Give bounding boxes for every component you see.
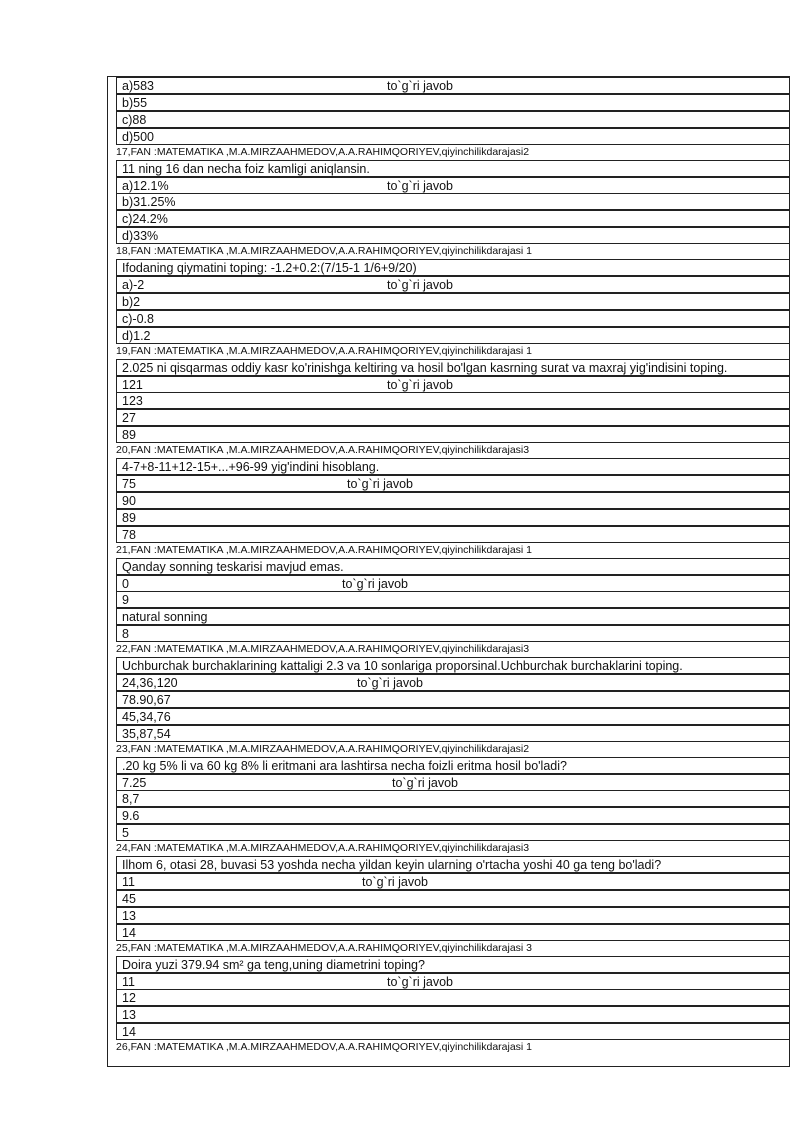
option-row — [116, 1023, 790, 1040]
question-header-text: 22,FAN :MATEMATIKA ,M.A.MIRZAAHMEDOV,A.A.RAHIMQORIYEV,qiyinchilikdarajasi3 — [116, 643, 530, 656]
question-text-text: Uchburchak burchaklarining kattaligi 2.3 va 10 sonlariga proporsinal.Uchburchak burchaklarini toping. — [122, 659, 683, 674]
option-row — [116, 575, 790, 592]
question-text-text: Ifodaning qiymatini toping: -1.2+0.2:(7/15-1 1/6+9/20) — [122, 261, 417, 276]
question-text-text: 2.025 ni qisqarmas oddiy kasr ko'rinishga keltiring va hosil bo'lgan kasrning surat va maxraj yig'indisini toping. — [122, 360, 728, 375]
option-row — [116, 691, 790, 708]
option-row-text: natural sonning — [122, 610, 208, 625]
question-header-text: 26,FAN :MATEMATIKA ,M.A.MIRZAAHMEDOV,A.A.RAHIMQORIYEV,qiyinchilikdarajasi 1 — [116, 1041, 533, 1054]
question-header — [114, 642, 788, 657]
option-row — [116, 475, 790, 492]
option-row-text: 75 — [122, 477, 136, 491]
option-row-text: c)24.2% — [122, 212, 168, 227]
option-row — [116, 210, 790, 227]
option-row-text: 11 — [122, 875, 135, 889]
question-header — [114, 344, 788, 359]
correct-answer-label: to`g`ri javob — [347, 477, 413, 491]
option-row-text: 11 — [122, 974, 135, 989]
option-row-text: d)1.2 — [122, 328, 151, 343]
option-row — [116, 890, 790, 907]
correct-answer-label: to`g`ri javob — [357, 676, 423, 690]
option-row-text: 123 — [122, 394, 143, 409]
option-row-text: 78 — [122, 527, 136, 542]
option-row — [116, 276, 790, 293]
question-header-text: 25,FAN :MATEMATIKA ,M.A.MIRZAAHMEDOV,A.A.RAHIMQORIYEV,qiyinchilikdarajasi 3 — [116, 941, 533, 954]
option-row — [116, 492, 790, 509]
question-text-text: Qanday sonning teskarisi mavjud emas. — [122, 559, 344, 574]
option-row — [116, 625, 790, 642]
option-row-text: c)88 — [122, 112, 147, 127]
correct-answer-label: to`g`ri javob — [362, 875, 428, 889]
option-row-text: b)2 — [122, 294, 141, 309]
option-row — [116, 426, 790, 443]
option-row — [116, 674, 790, 691]
question-header — [114, 941, 788, 956]
option-row-text: 12 — [122, 991, 136, 1006]
option-row — [116, 310, 790, 327]
option-row-text: 90 — [122, 493, 136, 508]
question-header-text: 24,FAN :MATEMATIKA ,M.A.MIRZAAHMEDOV,A.A.RAHIMQORIYEV,qiyinchilikdarajasi3 — [116, 842, 530, 855]
option-row-text: c)-0.8 — [122, 311, 154, 326]
option-row-text: 14 — [122, 1025, 136, 1040]
option-row-text: 27 — [122, 411, 136, 426]
correct-answer-label: to`g`ri javob — [392, 775, 458, 790]
option-row — [116, 111, 790, 128]
option-row — [116, 774, 790, 791]
question-text — [116, 558, 790, 575]
option-row — [116, 924, 790, 941]
option-row — [116, 177, 790, 194]
option-row — [116, 509, 790, 526]
option-row-text: 9 — [122, 593, 129, 608]
question-text — [116, 757, 790, 774]
option-row — [116, 725, 790, 742]
option-row-text: 13 — [122, 1008, 136, 1023]
option-row — [116, 526, 790, 543]
question-text — [116, 657, 790, 674]
question-text — [116, 259, 790, 276]
correct-answer-label: to`g`ri javob — [387, 79, 453, 93]
option-row-text: 35,87,54 — [122, 726, 171, 741]
option-row-text: 8,7 — [122, 792, 140, 807]
question-header — [114, 742, 788, 757]
question-text-text: Doira yuzi 379.94 sm² ga teng,uning diametrini toping? — [122, 957, 425, 972]
option-row-text: 7.25 — [122, 775, 147, 790]
question-text — [116, 856, 790, 873]
question-header — [114, 543, 788, 558]
option-row-text: 89 — [122, 510, 136, 525]
question-text — [116, 956, 790, 973]
question-text-text: Ilhom 6, otasi 28, buvasi 53 yoshda necha yildan keyin ularning o'rtacha yoshi 40 ga teng bo'ladi? — [122, 858, 662, 873]
option-row — [116, 989, 790, 1006]
option-row — [116, 907, 790, 924]
option-row — [116, 128, 790, 145]
question-header-text: 20,FAN :MATEMATIKA ,M.A.MIRZAAHMEDOV,A.A.RAHIMQORIYEV,qiyinchilikdarajasi3 — [116, 444, 530, 457]
option-row — [116, 409, 790, 426]
option-row-text: a)-2 — [122, 278, 145, 292]
correct-answer-label: to`g`ri javob — [387, 278, 453, 292]
question-header — [114, 443, 788, 458]
question-text — [116, 359, 790, 376]
question-text — [116, 458, 790, 475]
option-row-text: a)583 — [122, 79, 154, 93]
option-row-text: 14 — [122, 925, 136, 940]
question-text-text: 4-7+8-11+12-15+...+96-99 yig'indini hisoblang. — [122, 460, 380, 475]
option-row — [116, 193, 790, 210]
option-row — [116, 790, 790, 807]
option-row-text: 89 — [122, 428, 136, 443]
option-row-text: 121 — [122, 377, 143, 392]
option-row — [116, 376, 790, 393]
option-row-text: a)12.1% — [122, 178, 169, 193]
option-row-text: b)31.25% — [122, 195, 176, 210]
option-row-text: b)55 — [122, 95, 148, 110]
option-row — [116, 293, 790, 310]
question-header-text: 19,FAN :MATEMATIKA ,M.A.MIRZAAHMEDOV,A.A.RAHIMQORIYEV,qiyinchilikdarajasi 1 — [116, 344, 533, 357]
correct-answer-label: to`g`ri javob — [387, 178, 453, 193]
question-header — [114, 1040, 788, 1055]
option-row — [116, 77, 790, 94]
question-text-text: 11 ning 16 dan necha foiz kamligi aniqlansin. — [122, 161, 370, 176]
option-row — [116, 227, 790, 244]
option-row-text: 45 — [122, 891, 136, 906]
correct-answer-label: to`g`ri javob — [387, 974, 453, 989]
question-text-text: .20 kg 5% li va 60 kg 8% li eritmani ara lashtirsa necha foizli eritma hosil bo'ladi? — [122, 758, 567, 773]
question-header-text: 18,FAN :MATEMATIKA ,M.A.MIRZAAHMEDOV,A.A.RAHIMQORIYEV,qiyinchilikdarajasi 1 — [116, 245, 533, 258]
option-row-text: 13 — [122, 908, 136, 923]
option-row-text: 0 — [122, 576, 129, 591]
question-header-text: 21,FAN :MATEMATIKA ,M.A.MIRZAAHMEDOV,A.A.RAHIMQORIYEV,qiyinchilikdarajasi 1 — [116, 543, 533, 556]
option-row — [116, 973, 790, 990]
correct-answer-label: to`g`ri javob — [342, 576, 408, 591]
option-row — [116, 392, 790, 409]
option-row-text: 45,34,76 — [122, 709, 171, 724]
option-row — [116, 807, 790, 824]
option-row — [116, 1006, 790, 1023]
option-row — [116, 873, 790, 890]
question-header-text: 17,FAN :MATEMATIKA ,M.A.MIRZAAHMEDOV,A.A.RAHIMQORIYEV,qiyinchilikdarajasi2 — [116, 145, 530, 158]
option-row — [116, 708, 790, 725]
question-text — [116, 160, 790, 177]
option-row — [116, 327, 790, 344]
option-row-text: d)500 — [122, 129, 154, 144]
question-header — [114, 244, 788, 259]
option-row — [116, 608, 790, 625]
option-row-text: 8 — [122, 627, 129, 642]
option-row-text: 24,36,120 — [122, 676, 178, 690]
option-row-text: 78.90,67 — [122, 692, 171, 707]
option-row — [116, 591, 790, 608]
option-row-text: 5 — [122, 826, 129, 841]
question-header-text: 23,FAN :MATEMATIKA ,M.A.MIRZAAHMEDOV,A.A.RAHIMQORIYEV,qiyinchilikdarajasi2 — [116, 742, 530, 755]
correct-answer-label: to`g`ri javob — [387, 377, 453, 392]
option-row-text: d)33% — [122, 229, 159, 244]
option-row — [116, 824, 790, 841]
question-header — [114, 145, 788, 160]
question-header — [114, 841, 788, 856]
option-row-text: 9.6 — [122, 809, 140, 824]
option-row — [116, 94, 790, 111]
